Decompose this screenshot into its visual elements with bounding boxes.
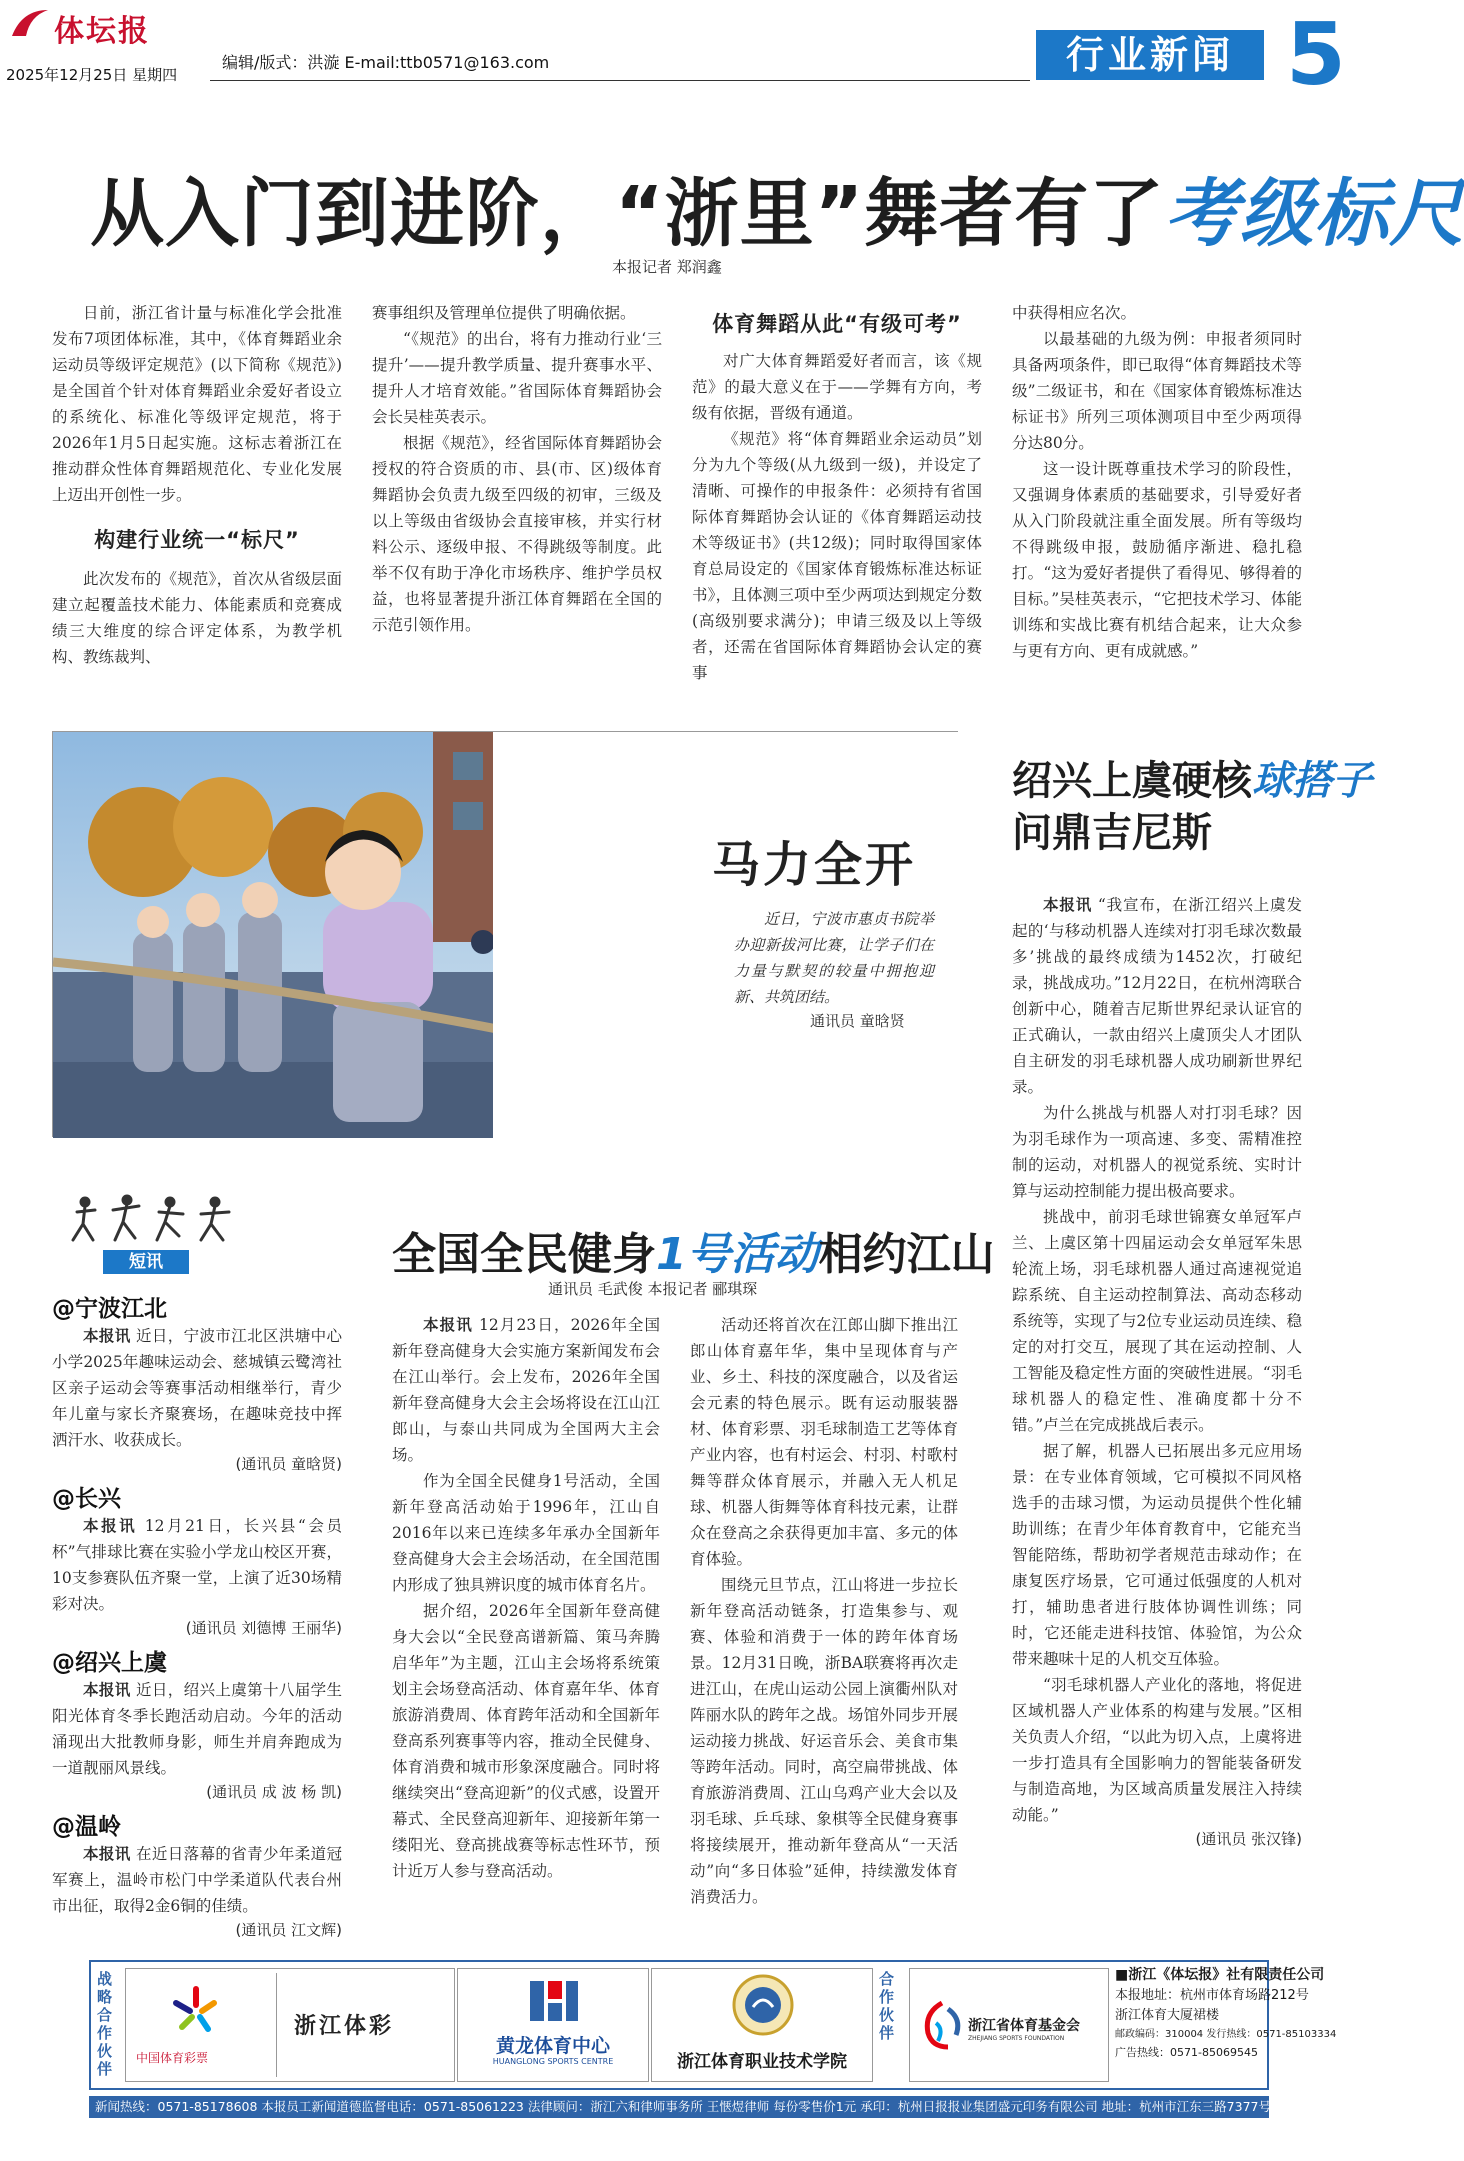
- masthead-logo: 体坛报: [8, 6, 233, 44]
- lead-col-3: 体育舞蹈从此“有级可考” 对广大体育舞蹈爱好者而言，该《规范》的最大意义在于——学舞有方向，考级有依据，晋级有通道。 《规范》将“体育舞蹈业余运动员”划分为九个等级(从九级到一级)，并设定了清晰、可操作的申报条件：必须持有省国际体育舞蹈协会认证的《体育舞蹈运动技术等级证书》(共12级)；同时取得国家体育总局设定的《国家体育锻炼标准达标证书》，且体测三项中至少两项达到规定分数(高级别要求满分)；申请三级及以上等级者，还需在省国际体育舞蹈协会认定的赛事: [692, 300, 982, 686]
- partner-huanglong: 黄龙体育中心 HUANGLONG SPORTS CENTRE: [457, 1968, 649, 2082]
- lead-subhead-2: 体育舞蹈从此“有级可考”: [712, 312, 962, 336]
- logo-mark-icon: [8, 6, 52, 42]
- lead-headline: 从入门到进阶，“浙里”舞者有了考级标尺: [90, 171, 1464, 257]
- strategic-partner-label: 战略合作伙伴: [97, 1970, 113, 2078]
- right-headline: 绍兴上虞硬核球搭子 问鼎吉尼斯: [1012, 758, 1372, 856]
- sport-figures-icon: [65, 1192, 245, 1248]
- footer-bar: 新闻热线：0571-85178608 本报员工新闻道德监督电话：0571-85061223 法律顾问：浙江六和律师事务所 王惬煜律师 每份零售价1元 承印：杭州日报报业集团盛元印务有限公司 地址：杭州市江东三路7377号: [89, 2096, 1269, 2118]
- photo-title: 马力全开: [712, 837, 917, 893]
- brief-item: @长兴 本报讯 12月21日，长兴县“会员杯”气排球比赛在实验小学龙山校区开赛，10支参赛队伍齐聚一堂，上演了近30场精彩对决。 (通讯员 刘德博 王丽华): [52, 1480, 342, 1638]
- headline-highlight: 考级标尺: [1164, 171, 1464, 257]
- editor-info: 编辑/版式：洪漩 E-mail:ttb0571@163.com: [222, 53, 550, 72]
- center-byline: 通讯员 毛武俊 本报记者 郦琪琛: [548, 1280, 758, 1298]
- center-headline: 全国全民健身1号活动相约江山: [392, 1229, 995, 1280]
- foundation-logo-icon: [918, 1999, 966, 2051]
- lead-col-1: 日前，浙江省计量与标准化学会批准发布7项团体标准，其中，《体育舞蹈业余运动员等级评定规范》(以下简称《规范》)是全国首个针对体育舞蹈业余爱好者设立的系统化、标准化等级评定规范，将于2026年1月5日起实施。这标志着浙江在推动群众性体育舞蹈规范化、专业化发展上迈出开创性一步。 构建行业统一“标尺” 此次发布的《规范》，首次从省级层面建立起覆盖技术能力、体能素质和竞赛成绩三大维度的综合评定体系，为教学机构、教练裁判、: [52, 304, 342, 666]
- center-headline-highlight: 1号活动: [656, 1229, 819, 1280]
- briefs-logo: [65, 1192, 245, 1272]
- publisher-info: ■浙江《体坛报》社有限责任公司 本报地址：杭州市体育场路212号 浙江体育大厦裙楼 邮政编码：310004 发行热线：0571-85103334 广告热线：0571-85069545: [1115, 1967, 1337, 2059]
- right-lead: 本报讯: [1043, 896, 1093, 914]
- lead-col-4: 中获得相应名次。 以最基础的九级为例：申报者须同时具备两项条件，即已取得“体育舞蹈技术等级”二级证书，和在《国家体育锻炼标准达标证书》所列三项体测项目中至少两项得分达80分。 这一设计既尊重技术学习的阶段性，又强调身体素质的基础要求，引导爱好者从入门阶段就注重全面发展。所有等级均不得跳级申报，鼓励循序渐进、稳扎稳打。“这为爱好者提供了看得见、够得着的目标。”吴桂英表示，“它把技术学习、体能训练和实战比赛有机结合起来，让大众参与更有方向、更有成就感。”: [1012, 304, 1302, 660]
- page-number: 5: [1286, 5, 1346, 105]
- briefs-label: 短讯: [103, 1250, 189, 1274]
- partner-band: [89, 1960, 1337, 2090]
- photo-caption: 近日，宁波市惠贞书院举办迎新拔河比赛，让学子们在力量与默契的较量中拥抱迎新、共筑团结。: [734, 910, 934, 1006]
- right-article-body: 本报讯 “我宣布，在浙江绍兴上虞发起的‘与移动机器人连续对打羽毛球次数最多’挑战的最终成绩为1452次，打破纪录，挑战成功。”12月22日，在杭州湾联合创新中心，随着吉尼斯世界纪录认证官的正式确认，一款由绍兴上虞顶尖人才团队自主研发的羽毛球机器人成功刷新世界纪录。 为什么挑战与机器人对打羽毛球？因为羽毛球作为一项高速、多变、需精准控制的运动，对机器人的视觉系统、实时计算与运动控制能力提出极高要求。 挑战中，前羽毛球世锦赛女单冠军卢兰、上虞区第十四届运动会女单冠军朱思轮流上场，羽毛球机器人通过高速视觉追踪系统、自主运动控制算法、高动态移动系统等，实现了与2位专业运动员连续、稳定的对打交互，展现了其在运动控制、人工智能及稳定性方面的突破性进展。“羽毛球机器人的稳定性、准确度都十分不错。”卢兰在完成挑战后表示。 据了解，机器人已拓展出多元应用场景：在专业体育领域，它可模拟不同风格选手的击球习惯，为运动员提供个性化辅助训练；在青少年体育教育中，它能充当智能陪练，帮助初学者规范击球动作；在康复医疗场景，它可通过低强度的人机对打，辅助患者进行肢体协调性训练；同时，它还能走进科技馆、体验馆，为公众带来趣味十足的人机交互体验。 “羽毛球机器人产业化的落地，将促进区域机器人产业体系的构建与发展。”区相关负责人介绍，“以此为切入点，上虞将进一步打造具有全国影响力的智能装备研发与制造高地，为区域高质量发展注入持续动能。” (通讯员 张汉锋): [1012, 896, 1302, 1848]
- partner-college: 浙江体育职业技术学院: [651, 1968, 873, 2082]
- brief-head: @宁波江北: [52, 1296, 167, 1322]
- brief-item: @温岭 本报讯 在近日落幕的省青少年柔道冠军赛上，温岭市松门中学柔道队代表台州市出征，取得2金6铜的佳绩。 (通讯员 江文辉): [52, 1808, 342, 1940]
- partner-divider: [276, 1973, 277, 2077]
- lead-col-2: 赛事组织及管理单位提供了明确依据。 “《规范》的出台，将有力推动行业‘三提升’——提升教学质量、提升赛事水平、提升人才培育效能。”省国际体育舞蹈协会会长吴桂英表示。 根据《规范》，经省国际体育舞蹈协会授权的符合资质的市、县(市、区)级体育舞蹈协会负责九级至四级的初审，三级及以上等级由省级协会直接审核，并实行材料公示、逐级申报、不得跳级等制度。此举不仅有助于净化市场秩序、维护学员权益，也将显著提升浙江体育舞蹈在全国的示范引领作用。: [372, 304, 662, 634]
- center-col-2: 活动还将首次在江郎山脚下推出江郎山体育嘉年华，集中呈现体育与产业、乡土、科技的深度融合，以及省运会元素的特色展示。既有运动服装器材、体育彩票、羽毛球制造工艺等体育产业内容，也有村运会、村羽、村歌村舞等群众体育展示，并融入无人机足球、机器人街舞等体育科技元素，让群众在登高之余获得更加丰富、多元的体育体验。 围绕元旦节点，江山将进一步拉长新年登高活动链条，打造集参与、观赛、体验和消费于一体的跨年体育场景。12月31日晚，浙BA联赛将再次走进江山，在虎山运动公园上演衢州队对阵丽水队的跨年之战。场馆外同步开展运动接力挑战、好运音乐会、美食市集等跨年活动。同时，高空扁带挑战、体育旅游消费周、江山乌鸡产业大会以及羽毛球、乒乓球、象棋等全民健身赛事将接续展开，推动新年登高从“一天活动”向“多日体验”延伸，持续激发体育消费活力。: [690, 1316, 958, 1906]
- partner-label: 合作伙伴: [879, 1970, 895, 2042]
- partner-lottery: 中国体育彩票 浙江体彩: [125, 1968, 455, 2082]
- lead-subhead-1: 构建行业统一“标尺”: [94, 528, 300, 552]
- brief-head: @绍兴上虞: [52, 1650, 167, 1676]
- lead-byline: 本报记者 郑润鑫: [612, 258, 722, 276]
- lottery-logo-icon: [166, 1981, 226, 2041]
- photo-credit: 通讯员 童晗贤: [810, 1012, 905, 1030]
- brief-item: @绍兴上虞 本报讯 近日，绍兴上虞第十八届学生阳光体育冬季长跑活动启动。今年的活动涌现出大批教师身影，师生并肩奔跑成为一道靓丽风景线。 (通讯员 成 波 杨 凯): [52, 1644, 342, 1802]
- issue-date: 2025年12月25日 星期四: [6, 66, 178, 84]
- brief-head: @长兴: [52, 1486, 121, 1512]
- center-col-1: 本报讯 12月23日，2026年全国新年登高健身大会实施方案新闻发布会在江山举行。会上发布，2026年全国新年登高健身大会主会场将设在江山江郎山，与泰山共同成为全国两大主会场。 作为全国全民健身1号活动，全国新年登高活动始于1996年，江山自2016年以来已连续多年承办全国新年登高健身大会主会场活动，在全国范围内形成了独具辨识度的城市体育名片。 据介绍，2026年全国新年登高健身大会以“全民登高谱新篇、策马奔腾启华年”为主题，江山主会场将系统策划主会场登高活动、体育嘉年华、体育旅游消费周、体育跨年活动和全国新年登高系列赛事等内容，推动全民健身、体育消费和城市形象深度融合。同时将继续突出“登高迎新”的仪式感，设置开幕式、全民登高迎新年、迎接新年第一缕阳光、登高挑战赛等标志性环节，预计近万人参与登高活动。: [392, 1316, 660, 1880]
- college-seal-icon: [731, 1973, 795, 2037]
- right-credit: (通讯员 张汉锋): [1195, 1830, 1302, 1848]
- header-rule: [210, 80, 1030, 81]
- huanglong-logo-icon: [526, 1977, 582, 2025]
- right-headline-highlight: 球搭子: [1252, 758, 1372, 804]
- briefs-column: [52, 1290, 342, 1940]
- brief-head: @温岭: [52, 1814, 121, 1840]
- brief-item: @宁波江北 本报讯 近日，宁波市江北区洪塘中心小学2025年趣味运动会、慈城镇云鹭湾社区亲子运动会等赛事活动相继举行，青少年儿童与家长齐聚赛场，在趣味竞技中挥洒汗水、收获成长。 (通讯员 童晗贤): [52, 1290, 342, 1474]
- section-title: 行业新闻: [1036, 30, 1264, 80]
- partner-foundation: 浙江省体育基金会 ZHEJIANG SPORTS FOUNDATION: [909, 1968, 1109, 2082]
